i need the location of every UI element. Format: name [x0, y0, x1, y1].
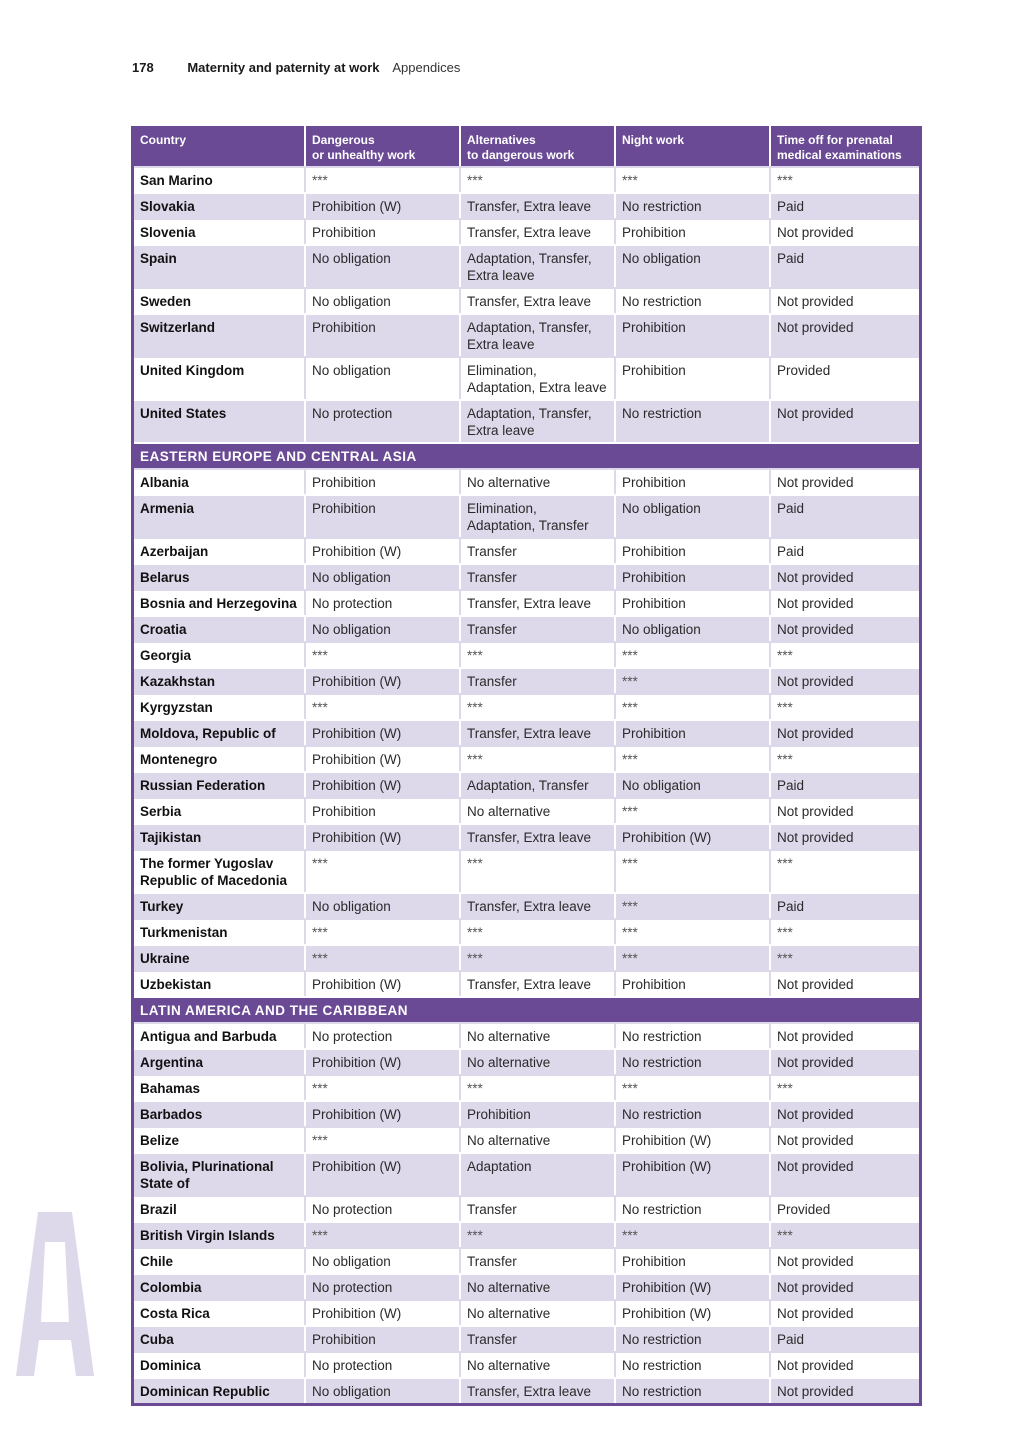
protection-table [134, 126, 919, 1403]
table-cell: Transfer [459, 563, 614, 589]
table-row [134, 1325, 919, 1351]
table-cell: No protection [304, 399, 459, 442]
table-row [134, 313, 919, 356]
country-cell: British Virgin Islands [134, 1221, 304, 1247]
table-cell: Paid [769, 192, 919, 218]
page-number: 178 [132, 60, 154, 75]
table-cell: Paid [769, 494, 919, 537]
table-cell: No obligation [304, 287, 459, 313]
table-cell: Prohibition (W) [304, 192, 459, 218]
table-cell: Transfer, Extra leave [459, 823, 614, 849]
table-cell: Prohibition (W) [304, 771, 459, 797]
table-cell: *** [769, 849, 919, 892]
table-cell: No protection [304, 589, 459, 615]
table-cell: Prohibition [614, 313, 769, 356]
table-cell: No protection [304, 1273, 459, 1299]
page-header [132, 60, 460, 75]
column-header: Country [134, 126, 304, 166]
table-cell: *** [304, 1074, 459, 1100]
country-cell: Dominican Republic [134, 1377, 304, 1403]
table-cell: Not provided [769, 1273, 919, 1299]
country-cell: Slovenia [134, 218, 304, 244]
table-cell: Not provided [769, 970, 919, 996]
table-cell: *** [769, 944, 919, 970]
table-cell: *** [614, 892, 769, 918]
table-cell: *** [304, 1221, 459, 1247]
table-cell: Not provided [769, 218, 919, 244]
table-cell: Elimination, Adaptation, Extra leave [459, 356, 614, 399]
table-row [134, 892, 919, 918]
section-name: Appendices [392, 60, 461, 75]
table-row [134, 944, 919, 970]
table-cell: Transfer, Extra leave [459, 719, 614, 745]
table-row [134, 1351, 919, 1377]
table-cell: Prohibition (W) [614, 1152, 769, 1195]
country-cell: The former Yugoslav Republic of Macedonia [134, 849, 304, 892]
table-cell: *** [459, 918, 614, 944]
table-cell: Not provided [769, 1299, 919, 1325]
country-cell: Georgia [134, 641, 304, 667]
table-cell: *** [459, 1074, 614, 1100]
table-cell: *** [614, 849, 769, 892]
country-cell: Turkey [134, 892, 304, 918]
table-cell: Prohibition [614, 970, 769, 996]
table-row [134, 1195, 919, 1221]
table-cell: Not provided [769, 313, 919, 356]
table-cell: *** [614, 797, 769, 823]
country-cell: Cuba [134, 1325, 304, 1351]
country-cell: Belarus [134, 563, 304, 589]
table-cell: *** [769, 641, 919, 667]
table-cell: Not provided [769, 667, 919, 693]
table-row [134, 537, 919, 563]
country-cell: Moldova, Republic of [134, 719, 304, 745]
table-cell: No obligation [304, 615, 459, 641]
table-cell: Transfer [459, 667, 614, 693]
table-cell: No protection [304, 1195, 459, 1221]
table-row [134, 823, 919, 849]
country-cell: Kyrgyzstan [134, 693, 304, 719]
table-cell: *** [769, 166, 919, 192]
table-row [134, 494, 919, 537]
country-cell: Barbados [134, 1100, 304, 1126]
country-cell: Spain [134, 244, 304, 287]
table-cell: *** [614, 667, 769, 693]
table-cell: Transfer, Extra leave [459, 287, 614, 313]
document-title: Maternity and paternity at work [187, 60, 380, 75]
column-header: Dangerous or unhealthy work [304, 126, 459, 166]
table-cell: No restriction [614, 1351, 769, 1377]
table-cell: No alternative [459, 1126, 614, 1152]
country-cell: Bahamas [134, 1074, 304, 1100]
table-cell: Adaptation, Transfer, Extra leave [459, 313, 614, 356]
table-cell: Transfer, Extra leave [459, 218, 614, 244]
country-cell: Antigua and Barbuda [134, 1022, 304, 1048]
table-row [134, 719, 919, 745]
table-cell: No obligation [304, 1377, 459, 1403]
country-cell: Montenegro [134, 745, 304, 771]
region-label: LATIN AMERICA AND THE CARIBBEAN [134, 996, 919, 1022]
table-cell: No alternative [459, 1022, 614, 1048]
table-cell: No protection [304, 1351, 459, 1377]
table-cell: Prohibition [614, 563, 769, 589]
table-cell: Prohibition [614, 719, 769, 745]
table-cell: Prohibition (W) [614, 1273, 769, 1299]
table-row [134, 1048, 919, 1074]
table-cell: *** [304, 918, 459, 944]
table-cell: Prohibition (W) [304, 1299, 459, 1325]
table-cell: No obligation [304, 1247, 459, 1273]
table-row [134, 192, 919, 218]
table-row [134, 745, 919, 771]
table-cell: Prohibition [304, 1325, 459, 1351]
table-row [134, 918, 919, 944]
table-cell: Not provided [769, 823, 919, 849]
table-row [134, 797, 919, 823]
table-cell: *** [769, 918, 919, 944]
table-cell: *** [614, 745, 769, 771]
table-cell: No alternative [459, 1048, 614, 1074]
table-cell: Transfer, Extra leave [459, 192, 614, 218]
table-cell: No alternative [459, 1351, 614, 1377]
table-cell: Prohibition [614, 1247, 769, 1273]
region-header-row [134, 996, 919, 1022]
country-cell: Colombia [134, 1273, 304, 1299]
table-cell: Not provided [769, 1126, 919, 1152]
table-cell: Not provided [769, 1351, 919, 1377]
table-cell: Prohibition (W) [304, 1048, 459, 1074]
table-cell: Transfer, Extra leave [459, 1377, 614, 1403]
table-cell: *** [769, 693, 919, 719]
table-cell: No restriction [614, 1377, 769, 1403]
country-cell: Dominica [134, 1351, 304, 1377]
table-cell: *** [304, 849, 459, 892]
table-cell: Prohibition (W) [304, 1100, 459, 1126]
country-cell: Armenia [134, 494, 304, 537]
table-row [134, 1074, 919, 1100]
table-cell: Prohibition [614, 218, 769, 244]
table-cell: Adaptation, Transfer [459, 771, 614, 797]
table-cell: Prohibition [304, 313, 459, 356]
table-cell: Prohibition (W) [614, 823, 769, 849]
table-row [134, 771, 919, 797]
table-cell: Elimination, Adaptation, Transfer [459, 494, 614, 537]
country-cell: Switzerland [134, 313, 304, 356]
country-cell: San Marino [134, 166, 304, 192]
country-cell: Brazil [134, 1195, 304, 1221]
table-cell: No obligation [304, 892, 459, 918]
table-cell: No restriction [614, 1325, 769, 1351]
country-cell: Kazakhstan [134, 667, 304, 693]
country-cell: Turkmenistan [134, 918, 304, 944]
table-row [134, 970, 919, 996]
country-cell: Uzbekistan [134, 970, 304, 996]
table-cell: Not provided [769, 563, 919, 589]
country-cell: Bolivia, Plurinational State of [134, 1152, 304, 1195]
table-cell: Paid [769, 537, 919, 563]
table-cell: Transfer, Extra leave [459, 892, 614, 918]
table-row [134, 849, 919, 892]
table-cell: Not provided [769, 1100, 919, 1126]
table-cell: Not provided [769, 1048, 919, 1074]
table-row [134, 166, 919, 192]
table-cell: No restriction [614, 399, 769, 442]
table-cell: *** [459, 641, 614, 667]
table-cell: No alternative [459, 1273, 614, 1299]
table-cell: Transfer, Extra leave [459, 589, 614, 615]
table-cell: No restriction [614, 1022, 769, 1048]
table-cell: *** [459, 166, 614, 192]
table-cell: No restriction [614, 192, 769, 218]
table-cell: *** [614, 1221, 769, 1247]
table-row [134, 1152, 919, 1195]
table-cell: Prohibition [304, 218, 459, 244]
table-cell: Prohibition (W) [304, 970, 459, 996]
table-cell: No obligation [304, 244, 459, 287]
table-cell: *** [614, 166, 769, 192]
table-cell: Not provided [769, 287, 919, 313]
table-cell: Prohibition (W) [614, 1126, 769, 1152]
table-cell: Prohibition [459, 1100, 614, 1126]
table-cell: Provided [769, 356, 919, 399]
table-row [134, 589, 919, 615]
table-row [134, 287, 919, 313]
table-cell: Prohibition [614, 356, 769, 399]
region-label: EASTERN EUROPE AND CENTRAL ASIA [134, 442, 919, 468]
country-cell: Tajikistan [134, 823, 304, 849]
table-cell: *** [459, 944, 614, 970]
table-cell: Adaptation, Transfer, Extra leave [459, 244, 614, 287]
table-row [134, 1273, 919, 1299]
table-cell: Provided [769, 1195, 919, 1221]
country-cell: Bosnia and Herzegovina [134, 589, 304, 615]
table-cell: Not provided [769, 719, 919, 745]
table-cell: Not provided [769, 399, 919, 442]
table-cell: Prohibition (W) [304, 745, 459, 771]
table-cell: Adaptation [459, 1152, 614, 1195]
table-cell: *** [614, 641, 769, 667]
table-cell: *** [614, 944, 769, 970]
country-cell: Chile [134, 1247, 304, 1273]
country-cell: Azerbaijan [134, 537, 304, 563]
table-cell: Prohibition [614, 468, 769, 494]
country-cell: Ukraine [134, 944, 304, 970]
table-cell: No obligation [614, 615, 769, 641]
table-cell: Transfer [459, 537, 614, 563]
table-cell: Transfer [459, 1247, 614, 1273]
column-header: Time off for prenatal medical examinations [769, 126, 919, 166]
table-cell: No obligation [614, 494, 769, 537]
table-cell: No restriction [614, 1100, 769, 1126]
table-row [134, 356, 919, 399]
table-row [134, 1247, 919, 1273]
table-cell: *** [304, 693, 459, 719]
table-cell: *** [459, 1221, 614, 1247]
table-cell: Prohibition [304, 468, 459, 494]
table-cell: Prohibition [304, 797, 459, 823]
country-cell: Sweden [134, 287, 304, 313]
table-cell: Prohibition (W) [304, 719, 459, 745]
table-row [134, 399, 919, 442]
table-header-row [134, 126, 919, 166]
table-cell: *** [304, 641, 459, 667]
table-cell: Not provided [769, 589, 919, 615]
table-cell: *** [304, 166, 459, 192]
table-cell: Prohibition (W) [304, 667, 459, 693]
country-cell: United Kingdom [134, 356, 304, 399]
table-cell: Paid [769, 771, 919, 797]
table-cell: Prohibition (W) [304, 537, 459, 563]
table-cell: *** [614, 693, 769, 719]
country-cell: Serbia [134, 797, 304, 823]
table-row [134, 1022, 919, 1048]
table-row [134, 563, 919, 589]
table-row [134, 1126, 919, 1152]
table-cell: Paid [769, 1325, 919, 1351]
country-cell: Albania [134, 468, 304, 494]
column-header: Night work [614, 126, 769, 166]
table-cell: No restriction [614, 1048, 769, 1074]
table-row [134, 1100, 919, 1126]
table-cell: Not provided [769, 1377, 919, 1403]
country-cell: Argentina [134, 1048, 304, 1074]
table-row [134, 693, 919, 719]
table-cell: Not provided [769, 1022, 919, 1048]
region-header-row [134, 442, 919, 468]
table-cell: No obligation [614, 244, 769, 287]
table-cell: Not provided [769, 1247, 919, 1273]
table-cell: *** [769, 1221, 919, 1247]
table-cell: No restriction [614, 1195, 769, 1221]
table-cell: No protection [304, 1022, 459, 1048]
table-cell: No alternative [459, 797, 614, 823]
table-cell: Not provided [769, 615, 919, 641]
table-row [134, 1377, 919, 1403]
column-header: Alternatives to dangerous work [459, 126, 614, 166]
table-row [134, 244, 919, 287]
table-cell: *** [459, 693, 614, 719]
table-row [134, 1221, 919, 1247]
country-cell: Belize [134, 1126, 304, 1152]
country-cell: Costa Rica [134, 1299, 304, 1325]
table-cell: No alternative [459, 1299, 614, 1325]
table-cell: Transfer, Extra leave [459, 970, 614, 996]
table-cell: No obligation [614, 771, 769, 797]
table-cell: *** [614, 1074, 769, 1100]
table-row [134, 615, 919, 641]
table-cell: *** [304, 944, 459, 970]
table-cell: No obligation [304, 356, 459, 399]
country-cell: United States [134, 399, 304, 442]
table-cell: Adaptation, Transfer, Extra leave [459, 399, 614, 442]
table-cell: *** [459, 849, 614, 892]
table-cell: *** [769, 745, 919, 771]
table-cell: Not provided [769, 797, 919, 823]
table-cell: No alternative [459, 468, 614, 494]
table-row [134, 667, 919, 693]
table-cell: *** [304, 1126, 459, 1152]
table-cell: Transfer [459, 1325, 614, 1351]
table-cell: Not provided [769, 468, 919, 494]
table-cell: Prohibition (W) [304, 823, 459, 849]
table-cell: *** [459, 745, 614, 771]
table-cell: Paid [769, 244, 919, 287]
table-cell: Prohibition [304, 494, 459, 537]
table-cell: Prohibition (W) [304, 1152, 459, 1195]
table-cell: Prohibition [614, 589, 769, 615]
table-cell: No restriction [614, 287, 769, 313]
table-cell: Not provided [769, 1152, 919, 1195]
table-cell: Transfer [459, 1195, 614, 1221]
country-cell: Slovakia [134, 192, 304, 218]
country-cell: Russian Federation [134, 771, 304, 797]
table-row [134, 1299, 919, 1325]
table-row [134, 468, 919, 494]
table-body [134, 166, 919, 1403]
country-cell: Croatia [134, 615, 304, 641]
table-cell: Paid [769, 892, 919, 918]
table-cell: Prohibition (W) [614, 1299, 769, 1325]
appendix-letter-watermark [16, 1212, 94, 1376]
table-row [134, 218, 919, 244]
table-cell: *** [769, 1074, 919, 1100]
data-table-container [131, 126, 922, 1406]
table-cell: Prohibition [614, 537, 769, 563]
table-cell: No obligation [304, 563, 459, 589]
table-row [134, 641, 919, 667]
table-cell: *** [614, 918, 769, 944]
table-cell: Transfer [459, 615, 614, 641]
